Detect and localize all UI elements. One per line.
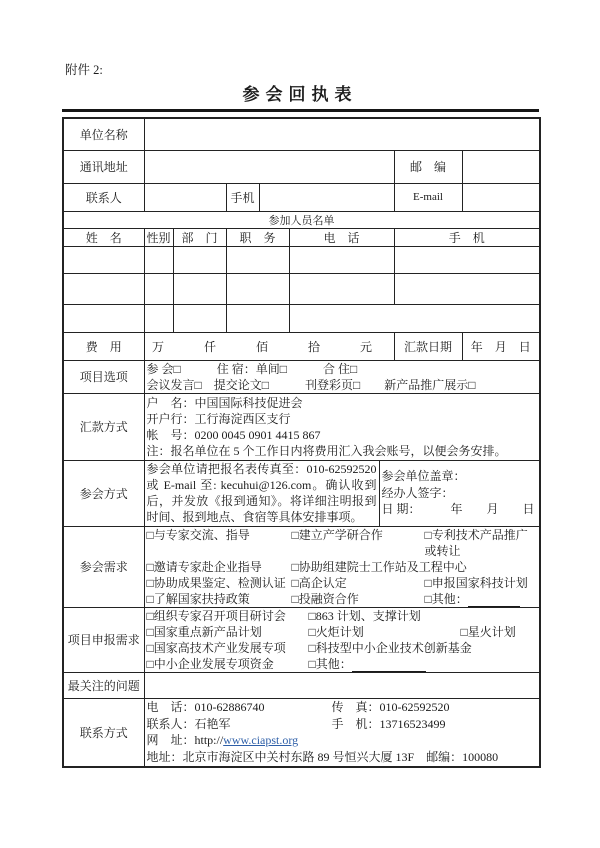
participant-department-input[interactable]	[173, 246, 226, 273]
contact-mobile: 手 机：13716523499	[331, 716, 446, 731]
row-project-application	[63, 607, 540, 672]
row-contact-person	[63, 183, 540, 211]
remittance-label: 汇款方式	[63, 393, 144, 460]
col-header-mobile: 手 机	[394, 228, 540, 246]
participant-phone-input[interactable]	[289, 273, 394, 304]
stamp-label: 参会单位盖章：	[381, 469, 466, 484]
checkbox-option[interactable]: □专利技术产品推广或转让	[424, 527, 528, 558]
contact-info-label: 联系方式	[63, 698, 144, 767]
row-project-options	[63, 360, 540, 393]
project-application-label: 项目申报需求	[63, 607, 144, 672]
project-options-label: 项目选项	[63, 360, 144, 393]
needs-label: 参会需求	[63, 526, 144, 607]
attachment-label: 附件 2:	[65, 63, 103, 77]
contact-label: 联系人	[63, 183, 144, 211]
participant-phone-input[interactable]	[289, 246, 394, 273]
email-input[interactable]	[462, 183, 540, 211]
mobile-input[interactable]	[259, 183, 394, 211]
mobile-label: 手机	[226, 183, 259, 211]
checkbox-option[interactable]: □与专家交流、指导	[146, 527, 250, 542]
unit-name-label: 单位名称	[63, 118, 144, 150]
col-header-position: 职 务	[226, 228, 289, 246]
participant-mobile-input[interactable]	[394, 246, 540, 273]
checkbox-option[interactable]: □星火计划	[460, 624, 516, 639]
row-contact-info	[63, 698, 540, 767]
checkbox-option[interactable]: □投融资合作	[291, 591, 359, 606]
row-address	[63, 150, 540, 183]
row-registration	[63, 460, 540, 526]
address-input[interactable]	[144, 150, 394, 183]
registration-instructions-cell	[144, 460, 379, 526]
checkbox-option[interactable]: □火炬计划	[308, 624, 364, 639]
registration-label: 参会方式	[63, 460, 144, 526]
title-rule	[62, 109, 539, 112]
checkbox-option[interactable]: □国家重点新产品计划	[146, 624, 262, 639]
participants-section-title: 参加人员名单	[63, 211, 540, 228]
top-concern-input[interactable]	[144, 672, 540, 698]
participant-gender-input[interactable]	[144, 246, 173, 273]
fee-units-text: 万 仟 佰 拾 元	[151, 339, 386, 354]
col-header-phone: 电 话	[289, 228, 394, 246]
participant-gender-input[interactable]	[144, 304, 173, 332]
participant-mobile-input[interactable]	[394, 273, 540, 304]
row-fee	[63, 332, 540, 360]
row-unit-name	[63, 118, 540, 150]
remittance-note: 注：报名单位在 5 个工作日内将费用汇入我会账号，以便会务安排。	[146, 443, 507, 458]
contact-fax: 传 真：010-62592520	[331, 700, 450, 715]
col-header-name: 姓 名	[63, 228, 144, 246]
other-blank-line[interactable]	[468, 595, 520, 607]
contact-phone: 电 话：010-62886740	[146, 700, 265, 715]
participant-department-input[interactable]	[173, 273, 226, 304]
participant-position-input[interactable]	[226, 246, 289, 273]
option-line-2[interactable]: 会议发言□ 提交论文□ 刊登彩页□ 新产品推广展示□	[146, 377, 476, 392]
participant-name-input[interactable]	[63, 246, 144, 273]
col-header-gender: 性别	[144, 228, 173, 246]
checkbox-option[interactable]: □邀请专家赴企业指导	[146, 559, 262, 574]
checkbox-option-other[interactable]	[309, 656, 538, 672]
page-title: 参会回执表	[242, 85, 358, 104]
checkbox-option[interactable]: □科技型中小企业技术创新基金	[308, 640, 472, 655]
remit-date-format: 年 月 日	[470, 339, 531, 354]
checkbox-option[interactable]: □建立产学研合作	[291, 527, 383, 542]
checkbox-option[interactable]: □863 计划、支撑计划	[308, 608, 421, 623]
needs-cell	[144, 526, 540, 607]
website-prefix: 网 址：http://	[146, 733, 224, 748]
checkbox-option[interactable]: □组织专家召开项目研讨会	[146, 608, 286, 623]
registration-instructions: 参会单位请把报名表传真至：010-62592520 或 E-mail 至: kecuhui@126.com。确认收到后，并发放《报到通知》。将详细注明报到时间、报到地点、食宿等具体安排事项。	[146, 461, 377, 525]
remittance-account-name: 户 名：中国国际科技促进会	[146, 395, 303, 410]
checkbox-option[interactable]: □协助成果鉴定、检测认证	[146, 575, 286, 590]
row-remittance	[63, 393, 540, 460]
checkbox-option[interactable]: □申报国家科技计划	[424, 575, 528, 590]
website-link[interactable]: www.ciapst.org	[223, 733, 299, 748]
email-label: E-mail	[394, 183, 462, 211]
remittance-bank: 开户行：工行海淀西区支行	[146, 411, 291, 426]
signature-label[interactable]: 经办人签字：	[381, 485, 454, 500]
participant-position-input[interactable]	[226, 273, 289, 304]
participant-position-input[interactable]	[226, 304, 289, 332]
participant-department-input[interactable]	[173, 304, 226, 332]
project-application-cell	[144, 607, 540, 672]
checkbox-option[interactable]: □高企认定	[291, 575, 347, 590]
registration-stamp-cell	[379, 460, 540, 526]
remittance-account-no: 帐 号：0200 0045 0901 4415 867	[146, 427, 321, 442]
participant-row	[63, 246, 540, 273]
participant-gender-input[interactable]	[144, 273, 173, 304]
contact-info-cell	[144, 698, 540, 767]
participant-name-input[interactable]	[63, 304, 144, 332]
participant-name-input[interactable]	[63, 273, 144, 304]
remit-date-input[interactable]	[462, 332, 540, 360]
participant-row	[63, 273, 540, 304]
contact-input[interactable]	[144, 183, 226, 211]
contact-address: 地址：北京市海淀区中关村东路 89 号恒兴大厦 13F 邮编：100080	[146, 749, 499, 764]
participant-phone-mobile-input[interactable]	[289, 304, 540, 332]
fee-amount-input[interactable]	[144, 332, 394, 360]
postcode-label: 邮 编	[394, 150, 462, 183]
participant-row	[63, 304, 540, 332]
checkbox-option[interactable]: □国家高技术产业发展专项	[146, 640, 286, 655]
checkbox-option: □其他：	[308, 656, 352, 671]
checkbox-option[interactable]: □了解国家扶持政策	[146, 591, 250, 606]
address-label: 通讯地址	[63, 150, 144, 183]
other-blank-line[interactable]	[352, 660, 426, 672]
checkbox-option: □其他：	[424, 591, 468, 606]
unit-name-input[interactable]	[144, 118, 540, 150]
remit-date-label: 汇款日期	[394, 332, 462, 360]
row-participants-title	[63, 211, 540, 228]
contact-person: 联系人：石艳军	[146, 716, 231, 731]
row-top-concern	[63, 672, 540, 698]
top-concern-label: 最关注的问题	[63, 672, 144, 698]
postcode-input[interactable]	[462, 150, 540, 183]
remittance-cell	[144, 393, 540, 460]
project-options-cell	[144, 360, 540, 393]
option-line-1[interactable]: 参 会□ 住 宿：单间□ 合 住□	[146, 361, 358, 376]
col-header-department: 部 门	[173, 228, 226, 246]
date-label[interactable]: 日 期： 年 月 日	[381, 502, 535, 517]
row-participants-header	[63, 228, 540, 246]
fee-label: 费 用	[63, 332, 144, 360]
row-needs	[63, 526, 540, 607]
checkbox-option[interactable]: □协助组建院士工作站及工程中心	[291, 559, 467, 574]
checkbox-option[interactable]: □中小企业发展专项资金	[146, 656, 274, 671]
checkbox-option-other[interactable]	[425, 591, 538, 607]
reply-form-table	[62, 117, 541, 768]
